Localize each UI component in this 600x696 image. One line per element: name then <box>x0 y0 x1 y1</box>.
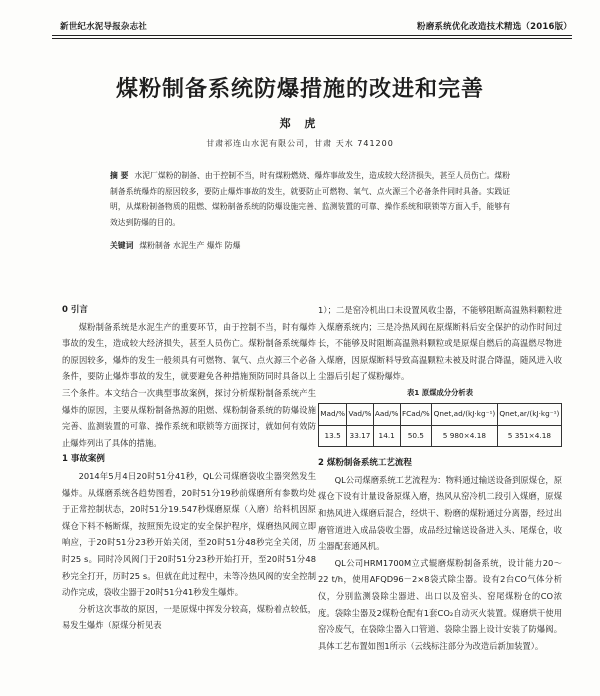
article-author: 郑 虎 <box>279 117 321 130</box>
section-heading-process: 2 煤粉制备系统工艺流程 <box>318 458 412 469</box>
keywords-text: 煤粉制备 水泥生产 爆炸 防爆 <box>139 241 241 250</box>
table-cell: 50.5 <box>400 425 431 447</box>
keywords-label: 关键词 <box>110 241 134 250</box>
table-cell: 14.1 <box>373 425 400 447</box>
table-cell: 5 351×4.18 <box>497 425 561 447</box>
table-header-cell: FCad/% <box>400 403 431 425</box>
paragraph-intro: 煤粉制备系统是水泥生产的重要环节，由于控制不当，时有爆炸事故的发生，造成较大经济损失，甚至人员伤亡。煤粉制备系统爆炸的原因较多，爆炸的发生一般须具有可燃物、氧气、点火源三个必备条件，要防止爆炸事故的发生，就要避免各种措施预防同时具备以上三个条件。本文结合一次典型事故案例，探讨分析煤粉制备系统产生爆炸的原因，主要从煤粉制备热源的阻燃、煤粉制备系统的防爆设施完善、监测装置的可靠、操作系统和联锁等方面探讨，就如何有效防止爆炸列出了具体的措施。 <box>62 321 316 448</box>
table-cell: 5 980×4.18 <box>432 425 498 447</box>
left-column <box>62 302 316 634</box>
running-header <box>52 20 572 34</box>
paragraph-process: QL公司煤磨系统工艺流程为：物料通过输送设备到原煤仓，原煤仓下设有计量设备原煤入磨，热风从窑冷机二段引入煤磨，原煤和热风进入煤磨后混合，经烘干、粉磨的煤粉通过分离器，经过出磨管道进入成品袋收尘器，成品经过输送设备进入头、尾煤仓，收尘器配套通风机。 <box>318 474 562 552</box>
table-header-cell: Aad/% <box>373 403 400 425</box>
abstract-text: 水泥厂煤粉的制备、由于控制不当，时有煤粉燃烧、爆炸事故发生，造成较大经济损失，甚至人员伤亡。煤粉制备系统爆炸的原因较多，要防止爆炸事故的发生，就要防止可燃物、氧气、点火源三个必备条件同时具备。实践证明，从煤粉制备物质的阻燃、煤粉制备系统的防爆设施完善、监测装置的可靠、操作系统和联锁等方面入手，能够有效达到防爆的目的。 <box>110 171 511 227</box>
paragraph-accident: 2014年5月4日20时51分41秒，QL公司煤磨袋收尘器突然发生爆炸。从煤磨系统各趋势图看，20时51分19秒前煤磨所有参数均处于正常控制状态，20时51分19.547秒煤磨原煤（入磨）给料机因原煤仓下料不畅断煤，按照预先设定的安全保护程序，煤磨热风阀立即响应，于20时51分23秒开始关闭，至20时51分48秒完全关闭，历时25 s。同时冷风阀门于20时51分23秒开始打开，至20时51分48秒完全打开，历时25 s。但就在此过程中，未等冷热风阀的安全控制动作完成，袋收尘器于20时51分41秒发生爆炸。 <box>62 470 316 598</box>
article-title: 煤粉制备系统防爆措施的改进和完善 <box>115 76 484 102</box>
right-column <box>318 302 562 654</box>
paragraph-system: QL公司HRM1700M立式辊磨煤粉制备系统，设计能力20～22 t/h，使用AFQD96－2×8袋式除尘器。设有2台CO气体分析仪，分别监测袋除尘器进、出口以及窑头、窑尾煤粉仓的CO浓度。袋除尘器及2煤粉仓配有1套CO₂自动灭火装置。煤磨烘干使用窑冷废气，在袋除尘器入口管道、袋除尘器上设计安装了防爆阀。具体工艺布置如图1所示（云线标注部分为改造后新加装置）。 <box>318 557 562 651</box>
paragraph-analysis: 分析这次事故的原因，一是原煤中挥发分较高，煤粉着点较低，易发生爆炸（原煤分析见表 <box>62 603 316 631</box>
table-header-cell: Qnet,ar/(kJ·kg⁻¹) <box>497 403 561 425</box>
paragraph-causes: 1）；二是窑冷机出口未设置风收尘器，不能够阻断高温熟料颗粒进入煤磨系统内；三是冷热风阀在原煤断料后安全保护的动作时间过长，不能够及时阻断高温熟料颗粒或是原煤自燃后的高温燃尽物进入煤磨，因原煤断料导致高温颗粒未被及时混合降温，随风进入收尘器后引起了煤粉爆炸。 <box>318 305 562 382</box>
table-caption: 表1 原煤成分分析表 <box>407 387 473 397</box>
table-cell: 13.5 <box>319 425 347 447</box>
header-rule-thin <box>52 38 572 39</box>
table-header-cell: Mad/% <box>319 403 347 425</box>
article-affiliation: 甘肃祁连山水泥有限公司，甘肃 天水 741200 <box>206 139 394 148</box>
keywords <box>110 240 510 251</box>
header-publisher: 新世纪水泥导报杂志社 <box>60 22 148 32</box>
table-header-cell: Vad/% <box>347 403 373 425</box>
header-rule-thick <box>52 35 572 36</box>
section-heading-intro: 0 引言 <box>62 305 88 315</box>
coal-analysis-table <box>318 403 562 447</box>
header-collection: 粉磨系统优化改造技术精选（2016版） <box>417 22 572 32</box>
table-header-row <box>319 403 562 425</box>
abstract <box>110 168 510 230</box>
table-row <box>319 425 562 447</box>
table-header-cell: Qnet,ad/(kJ·kg⁻¹) <box>432 403 498 425</box>
table-cell: 33.17 <box>347 425 373 447</box>
abstract-label: 摘 要 <box>110 171 129 180</box>
section-heading-accident: 1 事故案例 <box>62 454 105 465</box>
